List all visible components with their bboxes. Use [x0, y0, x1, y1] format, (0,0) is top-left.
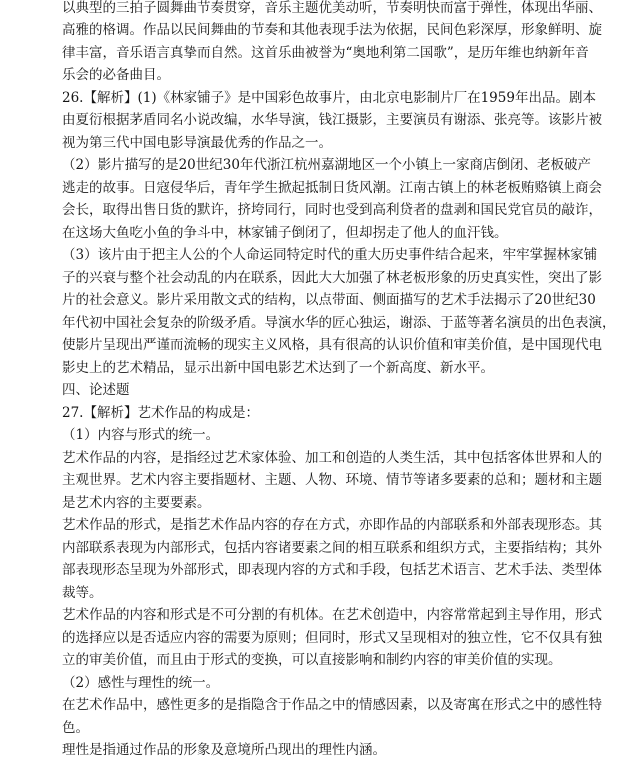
- text-line: 高雅的格调。作品以民间舞曲的节奏和其他表现手法为依据，民间色彩深厚，形象鲜明、旋: [62, 22, 602, 38]
- subsection-heading: （1）内容与形式的统一。: [62, 427, 220, 443]
- text-line: 在这场大鱼吃小鱼的争斗中，林家铺子倒闭了，但却拐走了他人的血汗钱。: [62, 224, 508, 241]
- text-line: 裁等。: [62, 584, 103, 601]
- text-line: 年代初中国社会复杂的阶级矛盾。导演水华的匠心独运，谢添、于蓝等著名演员的出色表演，: [62, 314, 616, 331]
- text-line: 理性是指通过作品的形象及意境所凸现出的理性内涵。: [62, 742, 386, 758]
- text-line: 是艺术内容的主要要素。: [62, 494, 211, 511]
- text-line: 律丰富，音乐语言真挚而自然。这首乐曲被誉为“奥地利第二国歌”，是历年维也纳新年音: [62, 44, 589, 61]
- text-line: 部表现形态呈现为外部形式，即表现内容的方式和手段，包括艺术语言、艺术手法、类型体: [62, 562, 602, 578]
- text-line: 立的审美价值，而且由于形式的变换，可以直接影响和制约内容的审美价值的实现。: [62, 652, 562, 668]
- text-line: 视为第三代中国电影导演最优秀的作品之一。: [62, 134, 332, 151]
- text-line: 逃走的故事。日寇侵华后，青年学生掀起抵制日货风潮。江南古镇上的林老板贿赂镇上商会: [62, 179, 602, 196]
- text-line: 主观世界。艺术内容主要指题材、主题、人物、环境、情节等诸多要素的总和；题材和主题: [62, 472, 602, 488]
- text-line: 内部联系表现为内部形式，包括内容诸要素之间的相互联系和组织方式，主要指结构；其外: [62, 539, 602, 556]
- section-heading: 四、论述题: [62, 382, 130, 398]
- text-line: 由夏衍根据茅盾同名小说改编，水华导演，钱江摄影，主要演员有谢添、张亮等。该影片被: [62, 112, 602, 128]
- text-line: 影史上的艺术精品，显示出新中国电影艺术达到了一个新高度、新水平。: [62, 359, 494, 376]
- text-line: 以典型的三拍子圆舞曲节奏贯穿，音乐主题优美动听，节奏明快而富于弹性，体现出华丽、: [62, 0, 602, 16]
- text-line: 在艺术作品中，感性更多的是指隐含于作品之中的情感因素，以及寄寓在形式之中的感性特: [62, 697, 602, 713]
- document-page: [62, 0, 616, 762]
- text-line: （2）影片描写的是20世纪30年代浙江杭州嘉湖地区一个小镇上一家商店倒闭、老板破产: [62, 157, 591, 173]
- text-line: （3）该片由于把主人公的个人命运同特定时代的重大历史事件结合起来，牢牢掌握林家铺: [62, 247, 598, 263]
- text-line: 片的社会意义。影片采用散文式的结构，以点带面、侧面描写的艺术手法揭示了20世纪30: [62, 292, 596, 308]
- text-line: 色。: [62, 719, 89, 736]
- text-line: 会长，取得出售日货的默许，挤垮同行，同时也受到高利贷者的盘剥和国民党官员的敲诈，: [62, 202, 602, 218]
- answer-27-heading-line: 27.【解析】艺术作品的构成是：: [62, 404, 259, 421]
- text-line: 子的兴衰与整个社会动乱的内在联系，因此大大加强了林老板形象的历史真实性，突出了影: [62, 269, 602, 286]
- text-line: 艺术作品的内容和形式是不可分割的有机体。在艺术创造中，内容常常起到主导作用，形式: [62, 607, 602, 623]
- text-line: 使影片呈现出严谨而流畅的现实主义风格，具有很高的认识价值和审美价值，是中国现代电: [62, 337, 602, 353]
- text-line: 乐会的必备曲目。: [62, 67, 170, 83]
- text-line: 艺术作品的内容，是指经过艺术家体验、加工和创造的人类生活，其中包括客体世界和人的: [62, 449, 602, 466]
- text-line: 的选择应以是否适应内容的需要为原则；但同时，形式又呈现相对的独立性，它不仅具有独: [62, 629, 602, 646]
- text-line: 艺术作品的形式，是指艺术作品内容的存在方式，亦即作品的内部联系和外部表现形态。其: [62, 517, 602, 533]
- subsection-heading: （2）感性与理性的统一。: [62, 674, 220, 691]
- answer-26-heading-line: 26.【解析】(1)《林家铺子》是中国彩色故事片，由北京电影制片厂在1959年出品。剧本: [62, 89, 596, 106]
